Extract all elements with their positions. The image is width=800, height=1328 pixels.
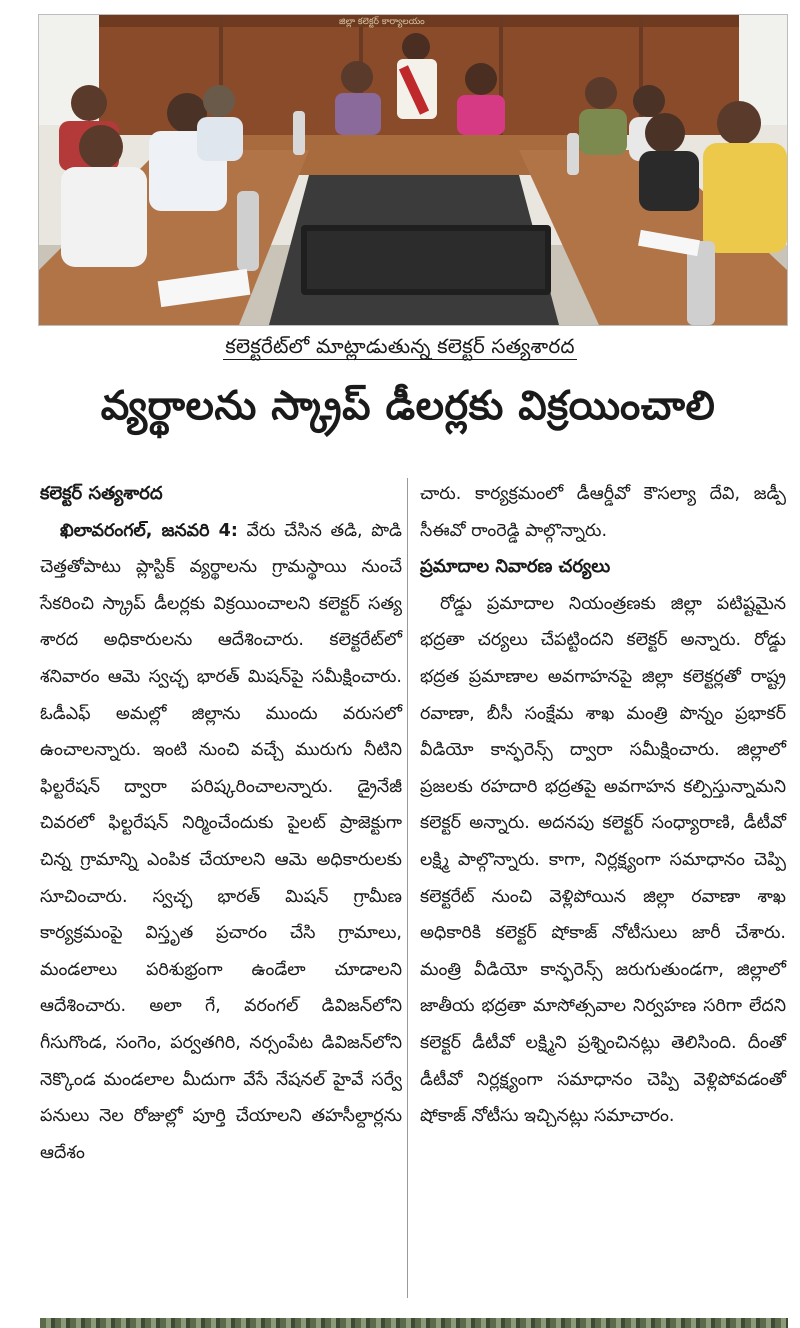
- section-subhead: ప్రమాదాల నివారణ చర్యలు: [420, 556, 611, 578]
- right-continuation: చారు. కార్యక్రమంలో డీఆర్డీవో కౌసల్యా దేవి, జడ్పీ సీఈవో రాంరెడ్డి పాల్గొన్నారు.: [420, 484, 786, 541]
- right-column-body: రోడ్డు ప్రమాదాల నియంత్రణకు జిల్లా పటిష్టమైన భద్రతా చర్యలు చేపట్టిందని కలెక్టర్ అన్నారు. రోడ్డు భద్రత ప్రమాణాల అవగాహనపై జిల్లా కలెక్టర్లతో రాష్ట్ర రవాణా, బీసీ సంక్షేమ శాఖ మంత్రి పొన్నం ప్రభాకర్ వీడియో కాన్ఫరెన్స్ ద్వారా సమీక్షించారు. జిల్లాలో ప్రజలకు రహదారి భద్రతపై అవగాహన కల్పిస్తున్నామని కలెక్టర్ అన్నారు. అదనపు కలెక్టర్ సంధ్యారాణి, డీటీవో లక్ష్మి పాల్గొన్నారు. కాగా, నిర్లక్ష్యంగా సమాధానం చెప్పి కలెక్టరేట్ నుంచి వెళ్లిపోయిన జిల్లా రవాణా శాఖ అధికారికి కలెక్టర్ షోకాజ్ నోటీసులు జారీ చేశారు. మంత్రి వీడియో కాన్ఫరెన్స్ జరుగుతుండగా, జిల్లాలో జాతీయ భద్రతా మాసోత్సవాల నిర్వహణ సరిగా లేదని కలెక్టర్ డీటీవో లక్ష్మిని ప్రశ్నించినట్లు తెలిసింది. దీంతో డీటీవో నిర్లక్ష్యంగా సమాధానం చెప్పి వెళ్లిపోవడంతో షోకాజ్ నోటీసు ఇచ్చినట్లు సమాచారం.: [420, 593, 786, 1127]
- left-body-text: వేరు చేసిన తడి, పొడి చెత్తతోపాటు ప్లాస్టిక్ వ్యర్థాలను గ్రామస్థాయి నుంచే సేకరించి స్క్రాప్ డీలర్లకు విక్రయించాలని కలెక్టర్ సత్య శారద అధికారులను ఆదేశించారు. కలెక్టరేట్‌లో శనివారం ఆమె స్వచ్ఛ భారత్ మిషన్‌పై సమీక్షించారు. ఓడీఎఫ్ అమల్లో జిల్లాను ముందు వరుసలో ఉంచాలన్నారు. ఇంటి నుంచి వచ్చే మురుగు నీటిని ఫిల్టరేషన్ ద్వారా పరిష్కరించాలన్నారు. డ్రైనేజీ చివరలో ఫిల్టరేషన్ నిర్మించేందుకు పైలట్ ప్రాజెక్టుగా చిన్న గ్రామాన్ని ఎంపిక చేయాలని ఆమె అధికారులకు సూచించారు. స్వచ్ఛ భారత్ మిషన్ గ్రామీణ కార్యక్రమంపై విస్తృత ప్రచారం చేసి గ్రామాలు, మండలాలు పరిశుభ్రంగా ఉండేలా చూడాలని ఆదేశించారు. అలా గే, వరంగల్ డివిజన్‌లోని గీసుగొండ, సంగెం, పర్వతగిరి, నర్సంపేట డివిజన్‌లోని నెక్కొండ మండలాల మీదుగా వేసే నేషనల్ హైవే సర్వే పనులు నెల రోజుల్లో పూర్తి చేయాలని తహసీల్దార్లను ఆదేశం: [40, 520, 402, 1163]
- meeting-photo-illustration: [39, 15, 787, 325]
- byline: కలెక్టర్ సత్యశారద: [40, 483, 163, 504]
- right-column: [420, 476, 786, 1135]
- left-column: [40, 476, 402, 1171]
- caption-text: కలెక్టరేట్‌లో మాట్లాడుతున్న కలెక్టర్ సత్యశారద: [225, 334, 575, 358]
- headline: వ్యర్థాలను స్క్రాప్ డీలర్లకు విక్రయించాలి: [100, 383, 716, 429]
- column-divider: [407, 478, 408, 1298]
- wall-sign: జిల్లా కలెక్టర్ కార్యాలయం: [339, 17, 425, 27]
- next-photo-strip: [40, 1318, 788, 1328]
- dateline: ఖిలావరంగల్, జనవరి 4:: [60, 520, 238, 541]
- meeting-photo: [38, 14, 788, 326]
- left-column-body: [40, 513, 402, 1172]
- photo-caption: [0, 334, 800, 363]
